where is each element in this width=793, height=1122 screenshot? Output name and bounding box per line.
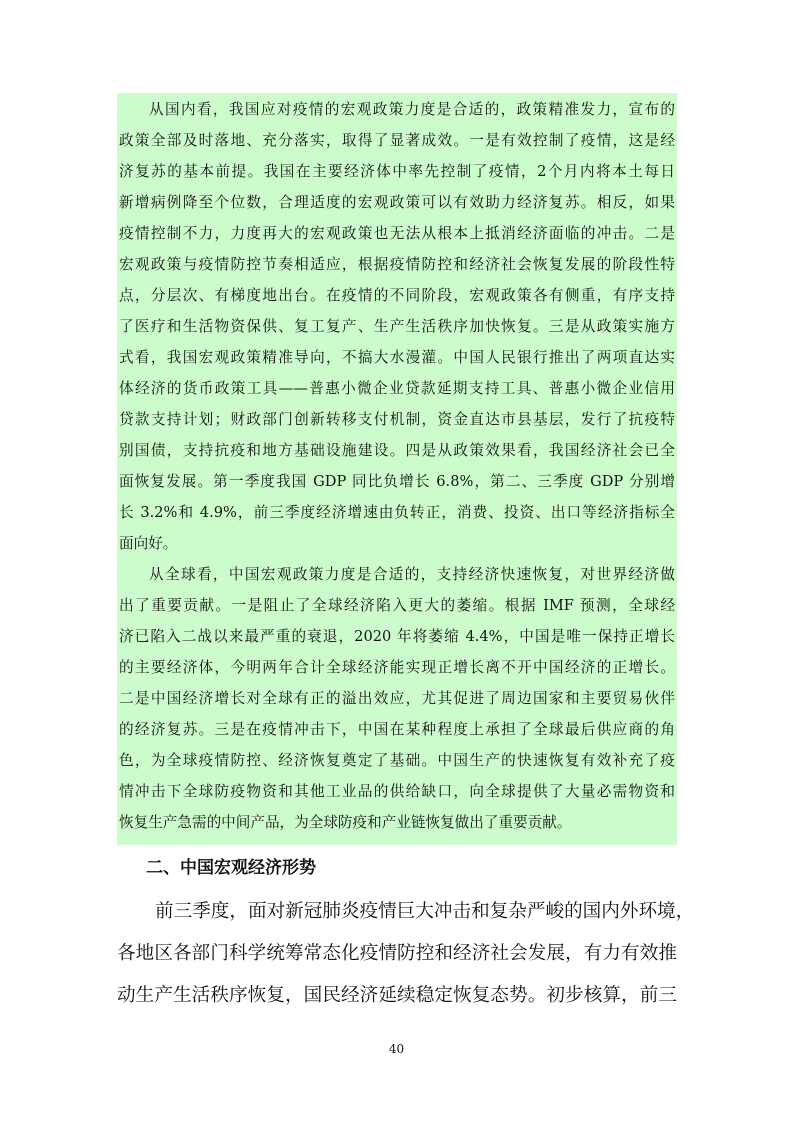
box-paragraph1-line: 新增病例降至个位数，合理适度的宏观政策可以有效助力经济复苏。相反，如果 (119, 194, 675, 211)
box-paragraph2-line: 济已陷入二战以来最严重的衰退，2020 年将萎缩 4.4%，中国是唯一保持正增长 (119, 628, 675, 645)
box-paragraph1-line: 疫情控制不力，力度再大的宏观政策也无法从根本上抵消经济面临的冲击。二是 (119, 225, 675, 242)
box-paragraph1-line: 了医疗和生活物资保供、复工复产、生产生活秩序加快恢复。三是从政策实施方 (119, 318, 675, 335)
box-paragraph2-line: 的主要经济体，今明两年合计全球经济能实现正增长离不开中国经济的正增长。 (119, 659, 675, 676)
box-paragraph2-line: 恢复生产急需的中间产品，为全球防疫和产业链恢复做出了重要贡献。 (119, 814, 572, 831)
box-paragraph2-line: 色，为全球疫情防控、经济恢复奠定了基础。中国生产的快速恢复有效补充了疫 (119, 752, 675, 769)
section-heading: 二、中国宏观经济形势 (146, 858, 316, 878)
page-number: 40 (388, 1042, 405, 1056)
box-paragraph1-line: 式看，我国宏观政策精准导向，不搞大水漫灌。中国人民银行推出了两项直达实 (119, 349, 675, 366)
box-paragraph1-line: 点，分层次、有梯度地出台。在疫情的不同阶段，宏观政策各有侧重，有序支持 (119, 287, 675, 304)
body-text-line: 动生产生活秩序恢复，国民经济延续稳定恢复态势。初步核算，前三 (117, 985, 677, 1006)
box-paragraph1-line: 面恢复发展。第一季度我国 GDP 同比负增长 6.8%，第二、三季度 GDP 分别增 (119, 473, 675, 490)
box-paragraph2-line: 情冲击下全球防疫物资和其他工业品的供给缺口，向全球提供了大量必需物资和 (119, 783, 675, 800)
box-paragraph1-line: 长 3.2%和 4.9%，前三季度经济增速由负转正，消费、投资、出口等经济指标全 (119, 504, 675, 521)
box-paragraph2-line: 出了重要贡献。一是阻止了全球经济陷入更大的萎缩。根据 IMF 预测，全球经 (119, 597, 675, 614)
body-text-line: 各地区各部门科学统筹常态化疫情防控和经济社会发展，有力有效推 (117, 943, 677, 964)
box-paragraph1-line: 体经济的货币政策工具——普惠小微企业贷款延期支持工具、普惠小微企业信用 (119, 380, 675, 397)
box-paragraph1-line: 宏观政策与疫情防控节奏相适应，根据疫情防控和经济社会恢复发展的阶段性特 (119, 256, 675, 273)
box-paragraph1-line: 从国内看，我国应对疫情的宏观政策力度是合适的，政策精准发力，宣布的 (149, 101, 675, 118)
box-paragraph1-line: 政策全部及时落地、充分落实，取得了显著成效。一是有效控制了疫情，这是经 (119, 132, 675, 149)
box-paragraph1-line: 面向好。 (119, 535, 178, 552)
box-paragraph1-line: 贷款支持计划；财政部门创新转移支付机制，资金直达市县基层，发行了抗疫特 (119, 411, 675, 428)
box-paragraph1-line: 济复苏的基本前提。我国在主要经济体中率先控制了疫情，2个月内将本土每日 (119, 163, 675, 180)
box-paragraph2-line: 二是中国经济增长对全球有正的溢出效应，尤其促进了周边国家和主要贸易伙伴 (119, 690, 675, 707)
box-paragraph2-line: 的经济复苏。三是在疫情冲击下，中国在某种程度上承担了全球最后供应商的角 (119, 721, 675, 738)
box-paragraph2-line: 从全球看，中国宏观政策力度是合适的，支持经济快速恢复，对世界经济做 (149, 566, 675, 583)
body-text-line: 前三季度，面对新冠肺炎疫情巨大冲击和复杂严峻的国内外环境， (155, 901, 695, 922)
box-paragraph1-line: 别国债，支持抗疫和地方基础设施建设。四是从政策效果看，我国经济社会已全 (119, 442, 675, 459)
